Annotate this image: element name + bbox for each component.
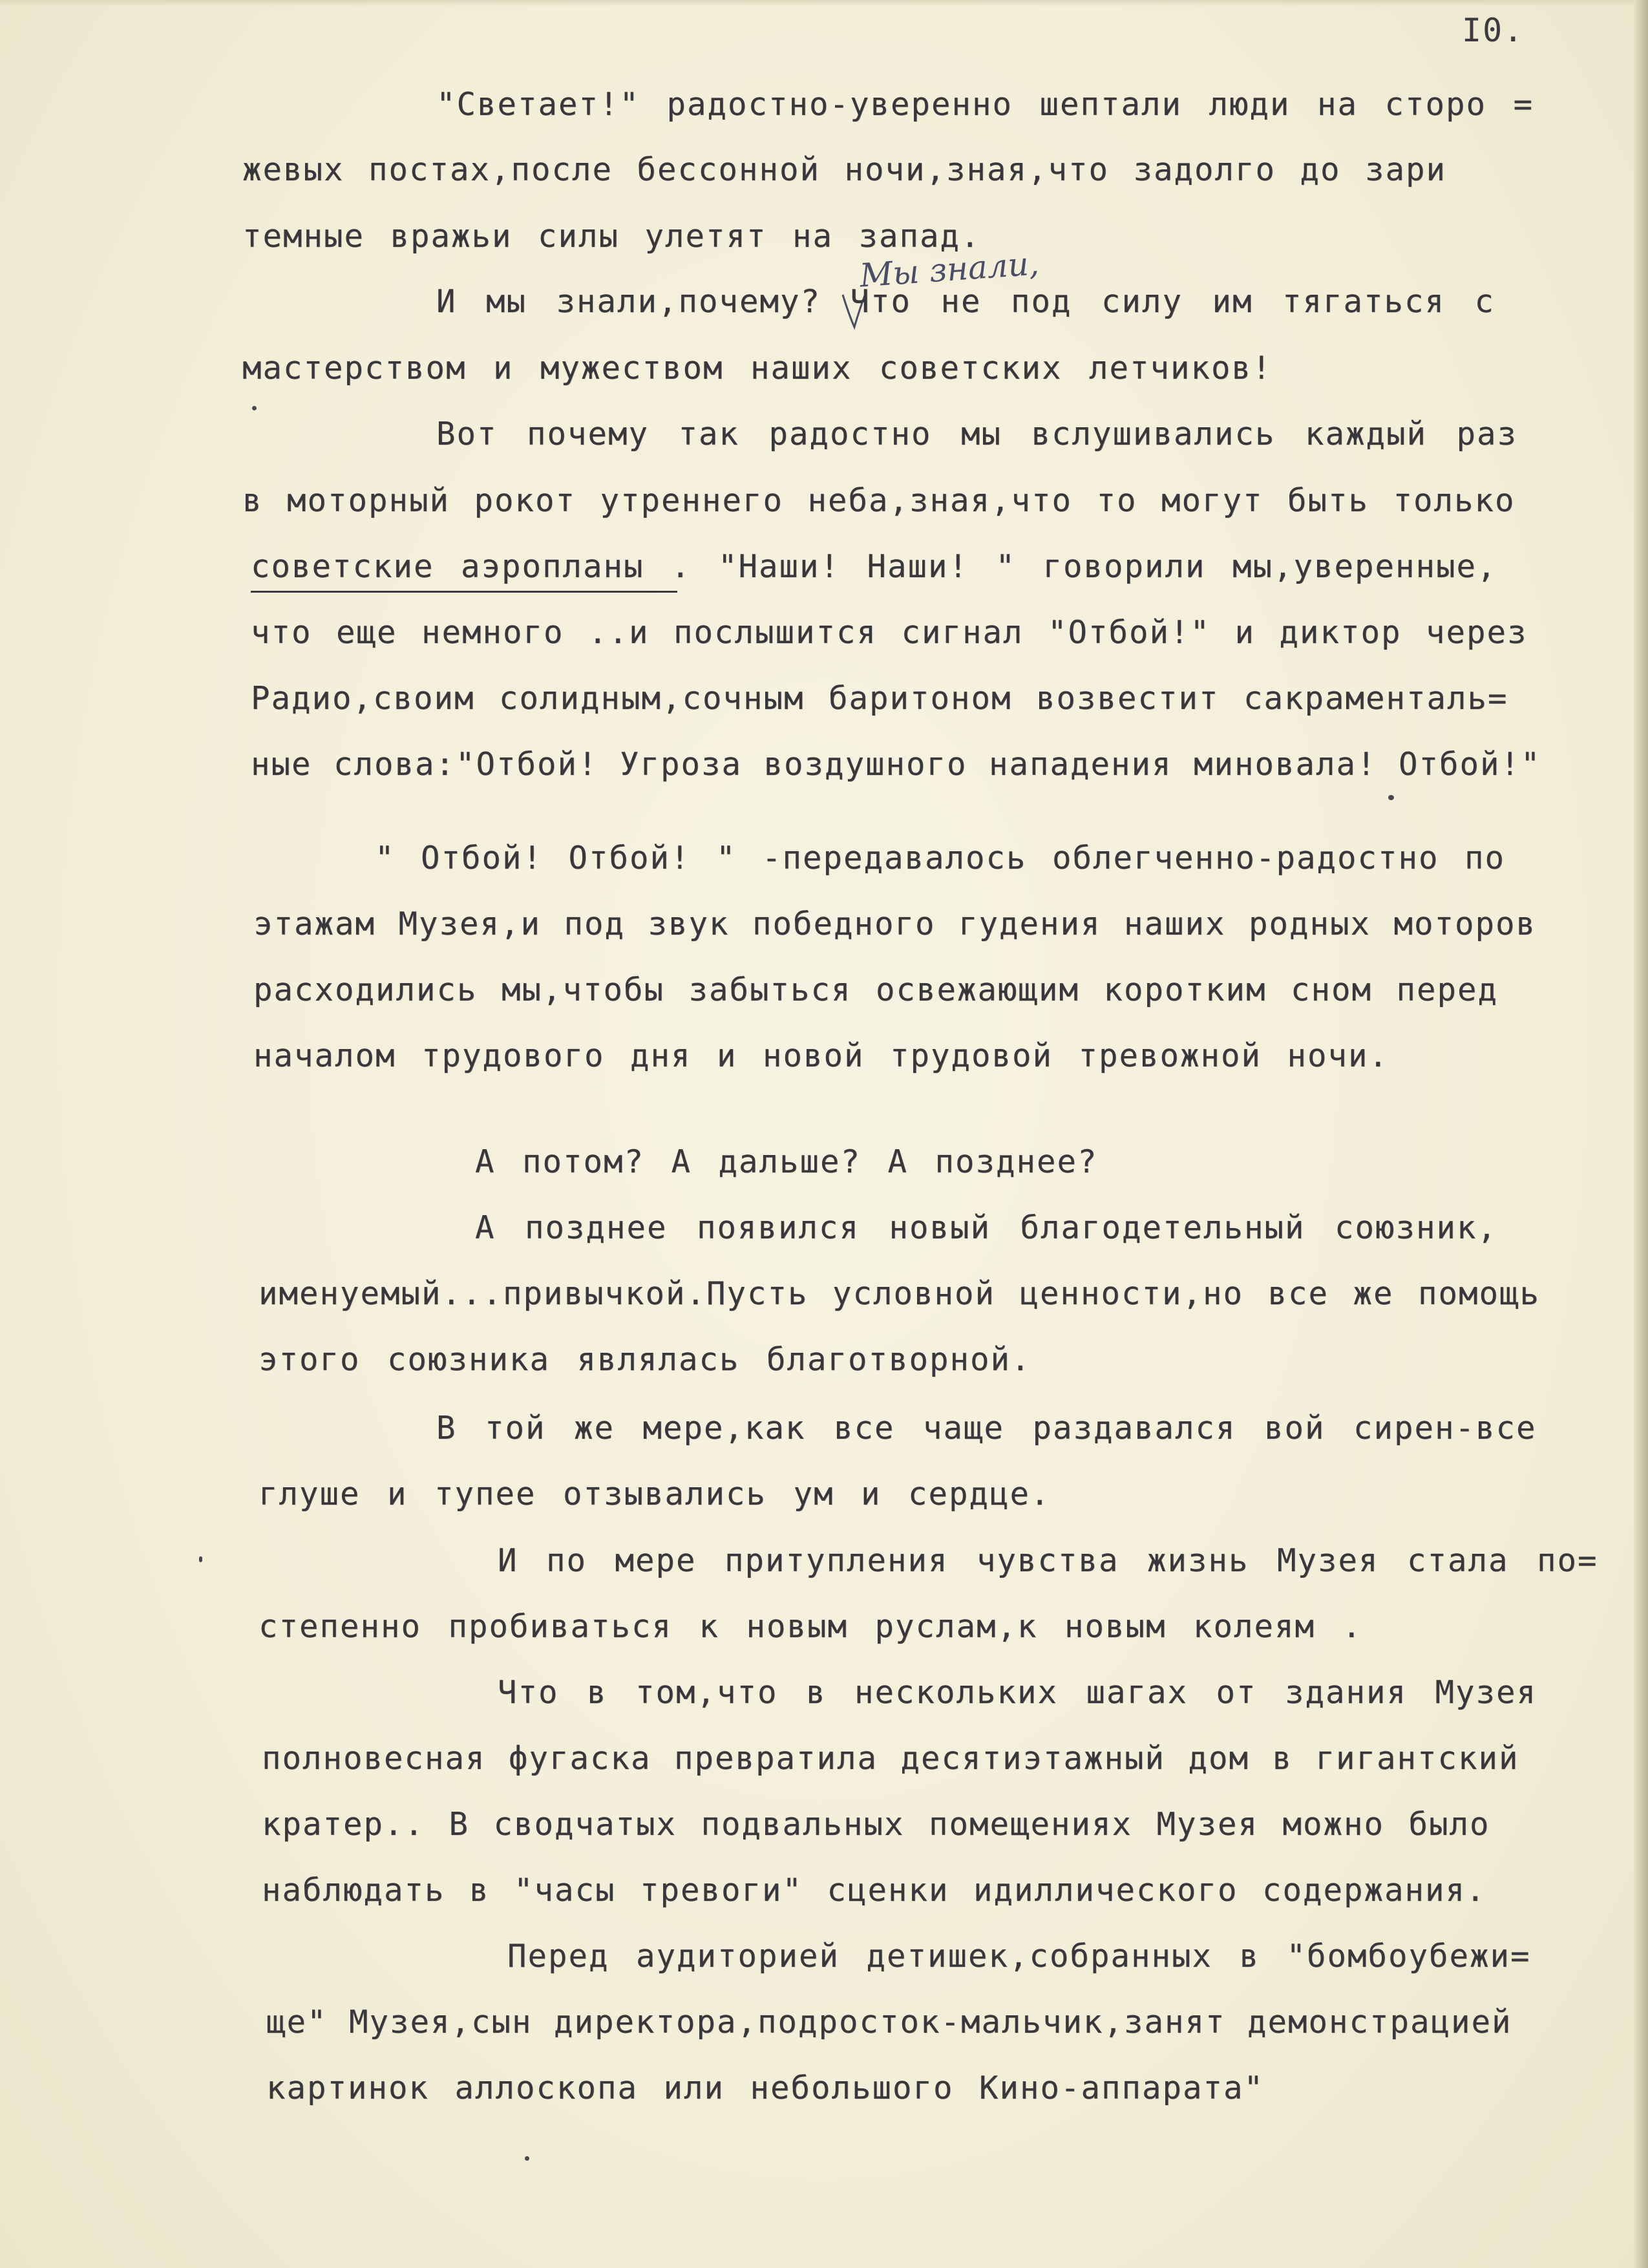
text-line: наблюдать в "часы тревоги" сценки идиллического содержания. bbox=[262, 1872, 1486, 1909]
text-line: "Светает!" радостно-уверенно шептали люди на сторо = bbox=[436, 86, 1534, 123]
text-line: степенно пробиваться к новым руслам,к новым колеям . bbox=[259, 1608, 1363, 1645]
text-line: началом трудового дня и новой трудовой тревожной ночи. bbox=[253, 1037, 1389, 1074]
text-line: именуемый...привычкой.Пусть условной ценности,но все же помощь bbox=[259, 1275, 1541, 1312]
ink-speck bbox=[1388, 795, 1394, 800]
text-line: в моторный рокот утреннего неба,зная,что то могут быть только bbox=[242, 482, 1516, 519]
handwritten-insertion: Мы знали, bbox=[858, 244, 1041, 295]
text-line: И по мере притупления чувства жизнь Музея стала по= bbox=[498, 1542, 1598, 1579]
text-line: А потом? А дальше? А позднее? bbox=[475, 1143, 1098, 1180]
text-line: " Отбой! Отбой! " -передавалось облегченно-радостно по bbox=[375, 840, 1506, 876]
page-top-shadow bbox=[0, 0, 1648, 6]
ink-speck bbox=[252, 406, 257, 410]
text-line: этого союзника являлась благотворной. bbox=[259, 1341, 1031, 1378]
page-number: I0. bbox=[1462, 12, 1525, 49]
ink-speck bbox=[199, 1556, 202, 1562]
ink-speck bbox=[525, 2156, 529, 2161]
text-line: ные слова:"Отбой! Угроза воздушного нападения миновала! Отбой!" bbox=[251, 746, 1541, 783]
text-line: Вот почему так радостно мы вслушивались каждый раз bbox=[436, 416, 1518, 452]
text-line: этажам Музея,и под звук победного гудения наших родных моторов bbox=[253, 906, 1537, 942]
handwritten-underline bbox=[251, 591, 677, 593]
text-line: ще" Музея,сын директора,подросток-мальчик,занят демонстрацией bbox=[266, 2004, 1512, 2040]
text-line: советские аэропланы . "Наши! Наши! " говорили мы,уверенные, bbox=[251, 548, 1497, 585]
page-edge-shadow bbox=[1634, 0, 1648, 2268]
text-line: Перед аудиторией детишек,собранных в "бомбоубежи= bbox=[507, 1938, 1531, 1975]
text-line: полновесная фугаска превратила десятиэтажный дом в гигантский bbox=[262, 1740, 1519, 1777]
text-line: Что в том,что в нескольких шагах от здания Музея bbox=[498, 1674, 1537, 1711]
text-line: Радио,своим солидным,сочным баритоном возвестит сакраменталь= bbox=[251, 680, 1508, 717]
text-line: мастерством и мужеством наших советских летчиков! bbox=[242, 350, 1273, 387]
text-line: расходились мы,чтобы забыться освежающим коротким сном перед bbox=[253, 971, 1499, 1008]
text-line: кратер.. В сводчатых подвальных помещениях Музея можно было bbox=[262, 1806, 1490, 1843]
text-line: глуше и тупее отзывались ум и сердце. bbox=[259, 1476, 1051, 1512]
text-line: В той же мере,как все чаще раздавался вой сирен-все bbox=[436, 1410, 1537, 1447]
text-line: А позднее появился новый благодетельный союзник, bbox=[475, 1209, 1498, 1246]
text-line: жевых постах,после бессонной ночи,зная,что задолго до зари bbox=[242, 151, 1447, 188]
text-line: картинок аллоскопа или небольшого Кино-аппарата" bbox=[266, 2070, 1265, 2106]
text-line: что еще немного ..и послышится сигнал "Отбой!" и диктор через bbox=[251, 614, 1528, 651]
text-line: И мы знали,почему? Что не под силу им тягаться с bbox=[436, 283, 1495, 320]
text-line: темные вражьи силы улетят на запад. bbox=[242, 218, 981, 255]
